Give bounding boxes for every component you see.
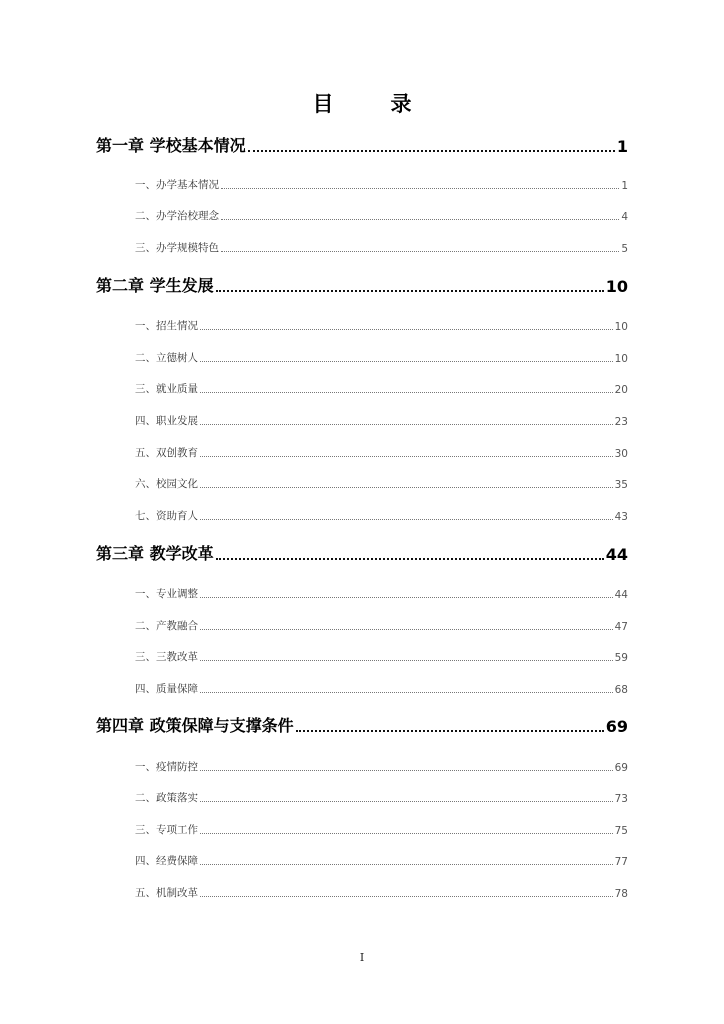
dot-leader <box>200 328 613 330</box>
section-page-number: 35 <box>614 479 628 491</box>
dot-leader <box>221 250 619 252</box>
section-page-number: 68 <box>614 684 628 696</box>
section-page-number: 23 <box>614 416 628 428</box>
toc-title: 目 录 <box>312 92 430 116</box>
dot-leader <box>248 149 615 152</box>
section-title: 四、职业发展 <box>135 415 198 427</box>
dot-leader <box>221 218 619 220</box>
section-page-number: 75 <box>614 825 628 837</box>
toc-section[interactable] <box>135 414 628 428</box>
toc-section[interactable] <box>135 446 628 460</box>
section-page-number: 44 <box>614 589 628 601</box>
section-title: 四、经费保障 <box>135 855 198 867</box>
dot-leader <box>200 596 613 598</box>
section-page-number: 10 <box>614 321 628 333</box>
section-title: 五、机制改革 <box>135 887 198 899</box>
section-title: 一、疫情防控 <box>135 761 198 773</box>
section-title: 七、资助育人 <box>135 510 198 522</box>
toc-section[interactable] <box>135 382 628 396</box>
section-page-number: 77 <box>614 856 628 868</box>
dot-leader <box>200 391 613 393</box>
chapter-page-number: 44 <box>605 545 628 564</box>
chapter-page-number: 1 <box>616 137 628 156</box>
chapter-title: 第一章 学校基本情况 <box>96 136 246 155</box>
toc-section[interactable] <box>135 178 628 192</box>
toc-section[interactable] <box>135 791 628 805</box>
dot-leader <box>200 769 613 771</box>
section-title: 二、立德树人 <box>135 352 198 364</box>
section-page-number: 1 <box>621 180 628 192</box>
chapter-title: 第二章 学生发展 <box>96 276 214 295</box>
section-title: 五、双创教育 <box>135 447 198 459</box>
dot-leader <box>200 800 613 802</box>
section-title: 二、办学治校理念 <box>135 210 219 222</box>
chapter-page-number: 69 <box>605 717 628 736</box>
section-page-number: 10 <box>614 353 628 365</box>
dot-leader <box>200 360 613 362</box>
section-page-number: 5 <box>621 243 628 255</box>
toc-section[interactable] <box>135 509 628 523</box>
section-title: 三、办学规模特色 <box>135 242 219 254</box>
section-title: 三、专项工作 <box>135 824 198 836</box>
section-title: 四、质量保障 <box>135 683 198 695</box>
toc-section[interactable] <box>135 241 628 255</box>
toc-chapter-3[interactable] <box>96 542 628 564</box>
dot-leader <box>200 455 613 457</box>
section-page-number: 47 <box>614 621 628 633</box>
section-page-number: 43 <box>614 511 628 523</box>
toc-section[interactable] <box>135 351 628 365</box>
dot-leader <box>200 659 613 661</box>
section-title: 二、产教融合 <box>135 620 198 632</box>
dot-leader <box>216 289 604 292</box>
dot-leader <box>200 691 613 693</box>
toc-section[interactable] <box>135 209 628 223</box>
toc-section[interactable] <box>135 587 628 601</box>
toc-chapter-2[interactable] <box>96 274 628 296</box>
dot-leader <box>200 863 613 865</box>
toc-section[interactable] <box>135 477 628 491</box>
section-page-number: 20 <box>614 384 628 396</box>
section-page-number: 59 <box>614 652 628 664</box>
toc-chapter-1[interactable] <box>96 134 628 156</box>
section-page-number: 4 <box>621 211 628 223</box>
dot-leader <box>200 518 613 520</box>
page-number-footer: I <box>359 951 365 964</box>
toc-section[interactable] <box>135 619 628 633</box>
toc-section[interactable] <box>135 760 628 774</box>
dot-leader <box>216 557 604 560</box>
chapter-title: 第四章 政策保障与支撑条件 <box>96 716 294 735</box>
section-page-number: 78 <box>614 888 628 900</box>
toc-section[interactable] <box>135 886 628 900</box>
section-title: 三、三教改革 <box>135 651 198 663</box>
section-title: 六、校园文化 <box>135 478 198 490</box>
toc-section[interactable] <box>135 823 628 837</box>
toc-chapter-4[interactable] <box>96 714 628 736</box>
section-title: 一、办学基本情况 <box>135 179 219 191</box>
dot-leader <box>200 486 613 488</box>
dot-leader <box>200 423 613 425</box>
section-title: 一、专业调整 <box>135 588 198 600</box>
chapter-page-number: 10 <box>605 277 628 296</box>
dot-leader <box>200 628 613 630</box>
section-title: 一、招生情况 <box>135 320 198 332</box>
dot-leader <box>200 895 613 897</box>
dot-leader <box>296 729 604 732</box>
toc-section[interactable] <box>135 319 628 333</box>
section-page-number: 69 <box>614 762 628 774</box>
dot-leader <box>221 187 619 189</box>
toc-section[interactable] <box>135 854 628 868</box>
section-title: 三、就业质量 <box>135 383 198 395</box>
section-page-number: 30 <box>614 448 628 460</box>
section-title: 二、政策落实 <box>135 792 198 804</box>
toc-section[interactable] <box>135 650 628 664</box>
section-page-number: 73 <box>614 793 628 805</box>
dot-leader <box>200 832 613 834</box>
toc-section[interactable] <box>135 682 628 696</box>
chapter-title: 第三章 教学改革 <box>96 544 214 563</box>
